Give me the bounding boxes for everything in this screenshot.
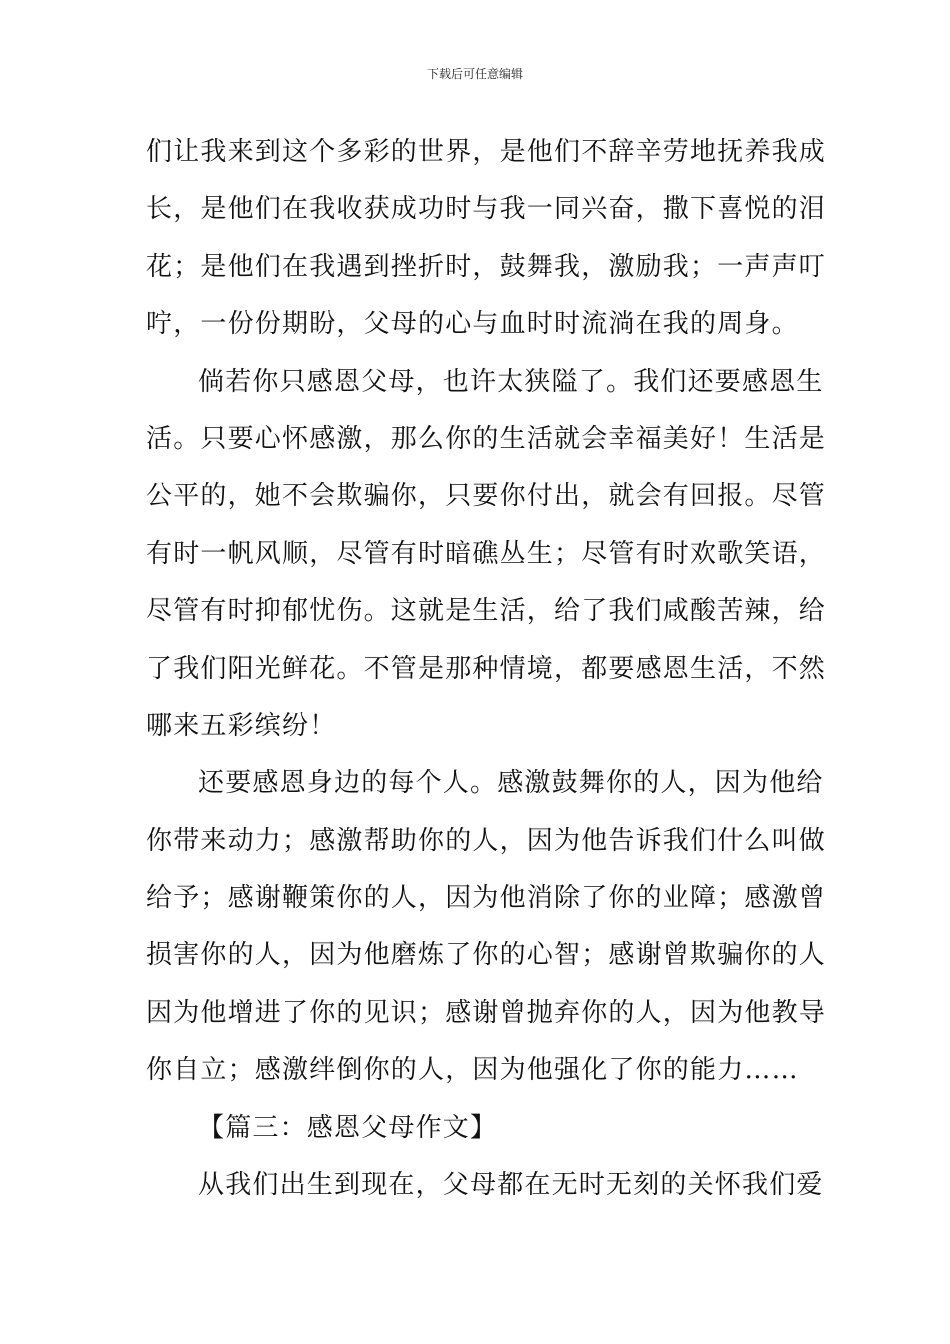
text-line: 活。只要心怀感激，那么你的生活就会幸福美好！生活是 — [146, 423, 827, 454]
text-line: 倘若你只感恩父母，也许太狭隘了。我们还要感恩生 — [198, 366, 824, 397]
text-line: 尽管有时抑郁忧伤。这就是生活，给了我们咸酸苦辣，给 — [146, 596, 827, 627]
text-line: 花；是他们在我遇到挫折时，鼓舞我，激励我；一声声叮 — [146, 251, 827, 282]
text-line: 还要感恩身边的每个人。感激鼓舞你的人，因为他给 — [198, 768, 824, 799]
text-line: 公平的，她不会欺骗你，只要你付出，就会有回报。尽管 — [146, 481, 827, 512]
text-line: 哪来五彩缤纷！ — [146, 710, 337, 741]
text-line: 长，是他们在我收获成功时与我一同兴奋，撒下喜悦的泪 — [146, 194, 827, 225]
section-title: 【篇三：感恩父母作文】 — [198, 1112, 498, 1143]
text-line: 有时一帆风顺，尽管有时暗礁丛生；尽管有时欢歌笑语， — [146, 538, 827, 569]
text-line: 从我们出生到现在，父母都在无时无刻的关怀我们爱 — [198, 1170, 824, 1201]
text-line: 你自立；感激绊倒你的人，因为他强化了你的能力…… — [146, 1055, 799, 1086]
text-line: 损害你的人，因为他磨炼了你的心智；感谢曾欺骗你的人 — [146, 940, 827, 971]
text-line: 因为他增进了你的见识；感谢曾抛弃你的人，因为他教导 — [146, 997, 827, 1028]
text-line: 咛，一份份期盼，父母的心与血时时流淌在我的周身。 — [146, 309, 799, 340]
paragraph — [146, 755, 827, 1099]
text-line: 了我们阳光鲜花。不管是那种情境，都要感恩生活，不然 — [146, 653, 827, 684]
document-body — [146, 124, 827, 1214]
text-line: 你带来动力；感激帮助你的人，因为他告诉我们什么叫做 — [146, 825, 827, 856]
text-line: 们让我来到这个多彩的世界，是他们不辞辛劳地抚养我成 — [146, 137, 827, 167]
text-line: 给予；感谢鞭策你的人，因为他消除了你的业障；感激曾 — [146, 883, 827, 914]
section-heading — [146, 1100, 806, 1157]
paragraph — [146, 354, 827, 756]
paragraph — [146, 124, 827, 354]
paragraph — [146, 1157, 824, 1214]
page-header: 下载后可任意编辑 — [426, 67, 523, 81]
